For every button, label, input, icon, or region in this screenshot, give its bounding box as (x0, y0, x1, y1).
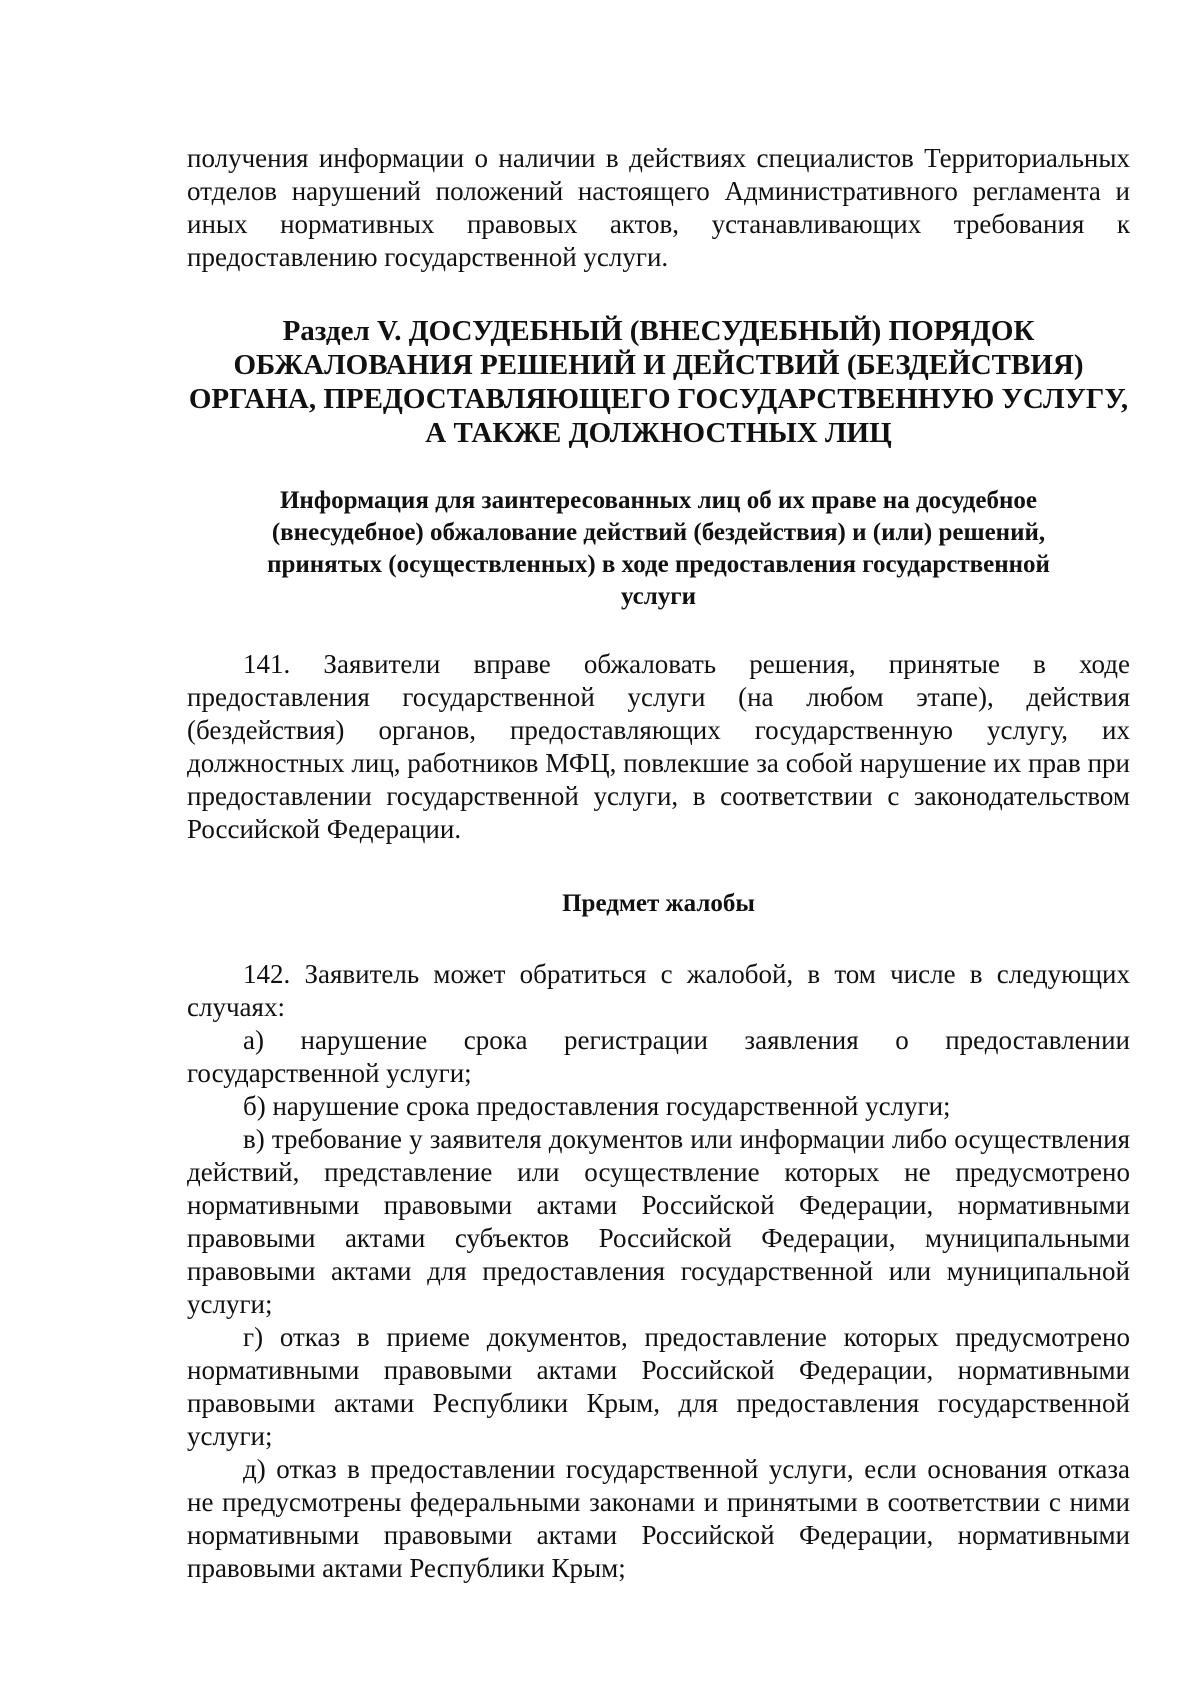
section-title (187, 314, 1130, 450)
paragraph-142: 142. Заявитель может обратиться с жалобой, в том числе в следующих случаях: (187, 959, 1130, 1022)
section-title-line: Раздел V. ДОСУДЕБНЫЙ (ВНЕСУДЕБНЫЙ) ПОРЯДОК (282, 315, 1035, 347)
list-item: в) требование у заявителя документов или информации либо осуществления действий, представление или осуществление которых не предусмотрено нормативными правовыми актами Российской Федерации, нормативными правовыми актами субъектов Российской Федерации, муниципальными правовыми актами для предоставления государственной или муниципальной услуги; (187, 1124, 1130, 1319)
section-title-line: ОБЖАЛОВАНИЯ РЕШЕНИЙ И ДЕЙСТВИЙ (БЕЗДЕЙСТВИЯ) (233, 349, 1084, 381)
list-item: г) отказ в приеме документов, предоставление которых предусмотрено нормативными правовыми актами Российской Федерации, нормативными правовыми актами Республики Крым, для предоставления государственной услуги; (187, 1322, 1130, 1451)
subsection-title-line: Информация для заинтересованных лиц об их праве на досудебное (279, 487, 1038, 514)
paragraph-141: 141. Заявители вправе обжаловать решения, принятые в ходе предоставления государственной услуги (на любом этапе), действия (бездействия) органов, предоставляющих государственную услугу, их должностных лиц, работников МФЦ, повлекшие за собой нарушение их прав при предоставлении государственной услуги, в соответствии с законодательством Российской Федерации. (187, 649, 1130, 844)
subsection-info-title (187, 485, 1130, 613)
intro-paragraph: получения информации о наличии в действиях специалистов Территориальных отделов нарушений положений настоящего Административного регламента и иных нормативных правовых актов, устанавливающих требования к предоставлению государственной услуги. (187, 143, 1130, 272)
section-title-line: ОРГАНА, ПРЕДОСТАВЛЯЮЩЕГО ГОСУДАРСТВЕННУЮ УСЛУГУ, (188, 383, 1129, 415)
subsection-title-line: услуги (620, 583, 697, 610)
document-page (187, 142, 1130, 1585)
subsection-title-line: принятых (осуществленных) в ходе предоставления государственной (267, 551, 1050, 578)
subsection-subject-title: Предмет жалобы (562, 890, 755, 917)
list-item: д) отказ в предоставлении государственной услуги, если основания отказа не предусмотрены федеральными законами и принятыми в соответствии с ними нормативными правовыми актами Российской Федерации, нормативными правовыми актами Республики Крым; (187, 1454, 1130, 1583)
section-title-line: А ТАКЖЕ ДОЛЖНОСТНЫХ ЛИЦ (425, 417, 892, 449)
list-item: б) нарушение срока предоставления государственной услуги; (243, 1091, 951, 1121)
list-item: а) нарушение срока регистрации заявления о предоставлении государственной услуги; (187, 1025, 1130, 1088)
subsection-title-line: (внесудебное) обжалование действий (бездействия) и (или) решений, (271, 519, 1046, 546)
